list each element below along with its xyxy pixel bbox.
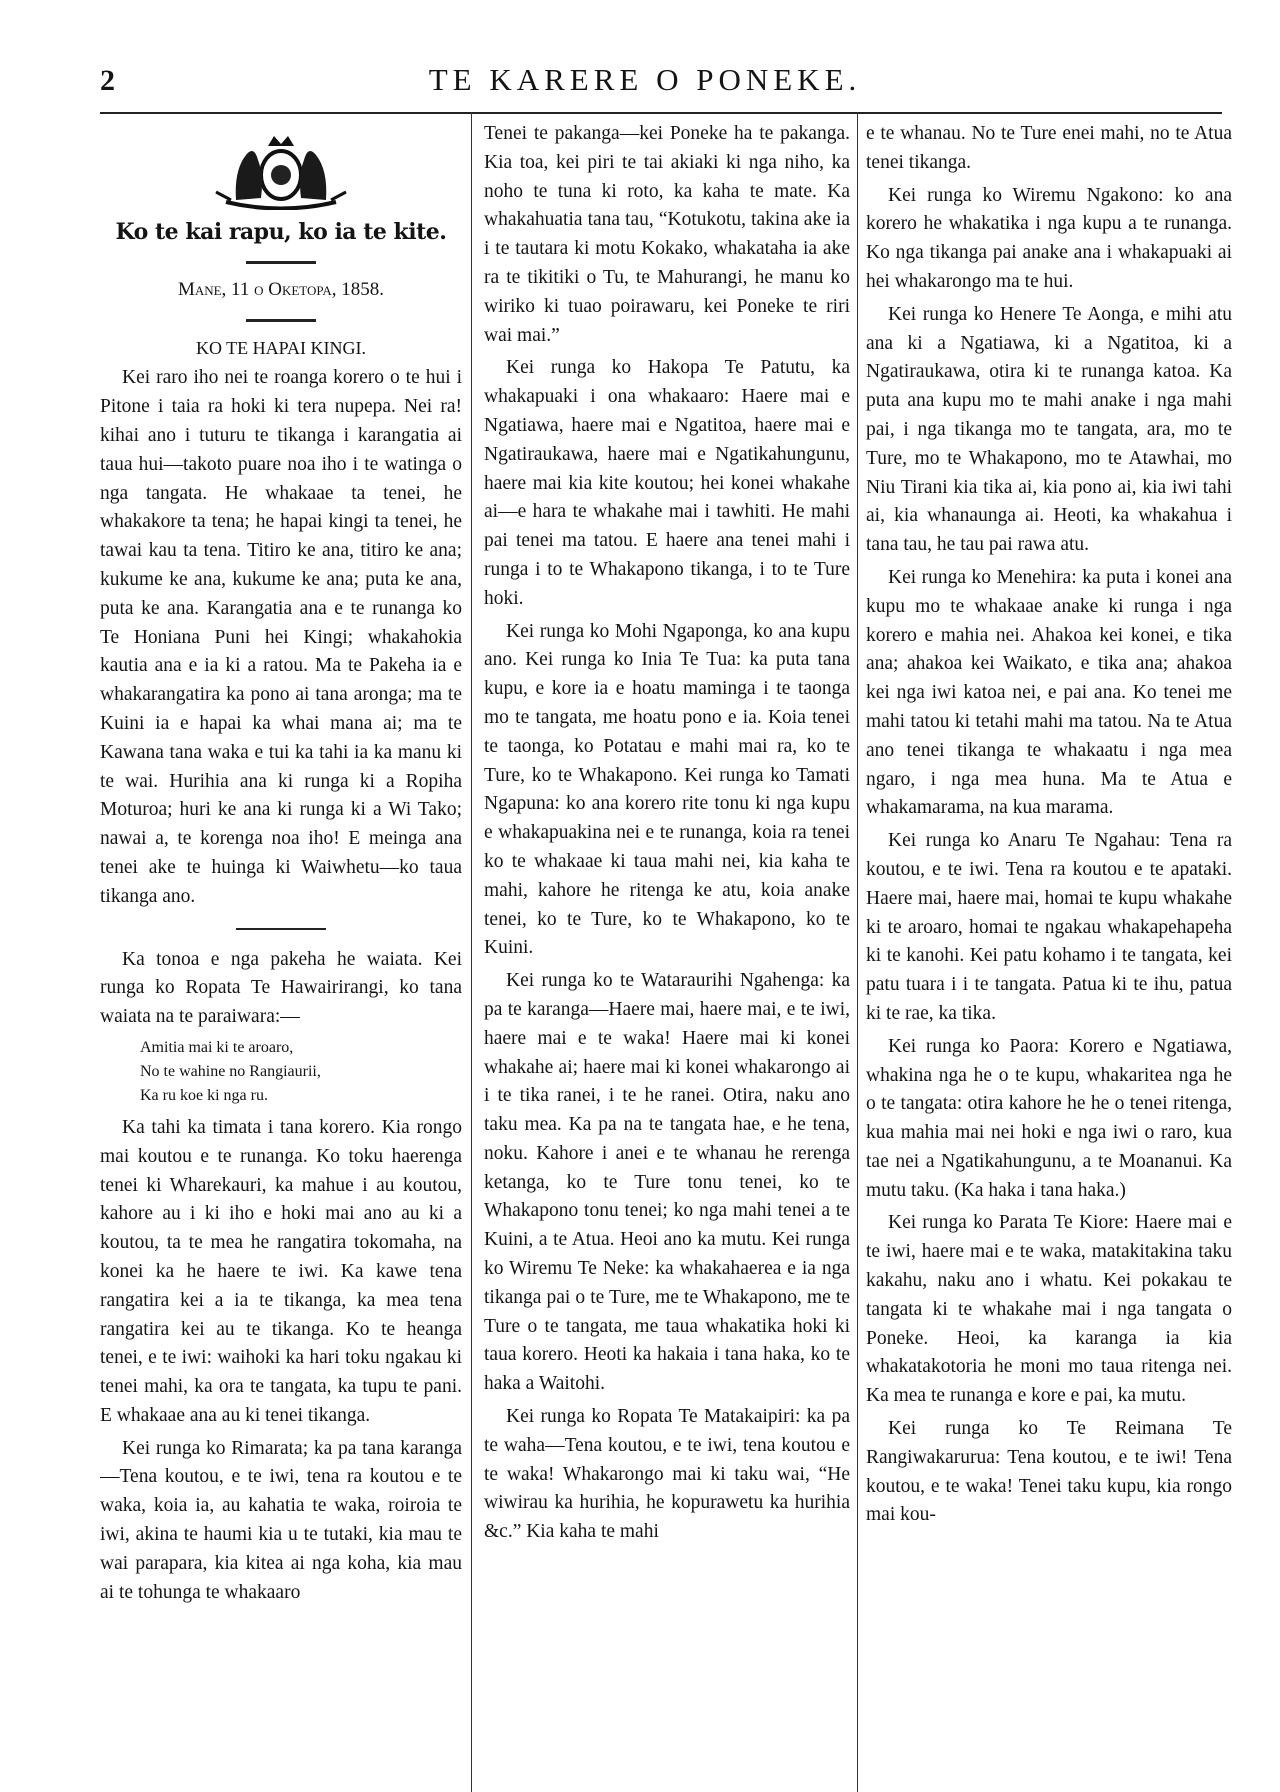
paragraph: Kei runga ko Menehira: ka puta i konei ana kupu mo te whakaae anake ki runga i nga korero e mahia nei. Ahakoa kei konei, e tika ana; ahakoa kei Waikato, e tika ana; ahakoa kei nga iwi katoa nei, e pai ana. Ko tenei me mahi tatou ki tetahi mahi ma tatou. Na te Atua ano tenei tikanga te whakaatu i nga mea ngaro, i nga mea huna. Ma te Atua e whakamarama, na kua marama. xyxy=(866,566,1232,819)
coat-of-arms-icon xyxy=(206,130,356,210)
paragraph: Kei runga ko Henere Te Aonga, e mihi atu ana ki a Ngatiawa, ki a Ngatitoa, ki a Ngatiraukawa, otira ki te runanga katoa. Ka puta ana kupu mo te mahi anake i nga mahi pai, i nga tikanga mo te tangata, ara, mo te Ture, mo te Whakapono, mo te Atawhai, mo Niu Tirani kia tika ai, kia pono ai, kia iwi tahi ai, kia whanaunga ai. Heoti, ka whakahua i tana tau, he tau pai rawa atu. xyxy=(866,303,1232,556)
poem-line: No te wahine no Rangiaurii, xyxy=(140,1062,321,1080)
paragraph: Kei runga ko Wiremu Ngakono: ko ana korero he whakatika i nga kupu a te runanga. Ko nga tikanga pai anake ana i whakapuaki ai hei whakarongo ma te hui. xyxy=(866,184,1232,292)
poem xyxy=(140,1036,462,1108)
column-1 xyxy=(100,120,462,1792)
poem-line: Ka ru koe ki nga ru. xyxy=(140,1086,268,1104)
paragraph: Tenei te pakanga—kei Poneke ha te pakanga. Kia toa, kei piri te tai akiaki ki nga niho, ka noho te tuna ki roto, ka kaha te mate. Ka whakahuatia tana tau, “Kotukotu, takina ake ia i te tautara ki motu Kokako, whakataha ia ake ra te tikitiki o Tu, te Mahurangi, he manu ko wiriko ki tuao poirawaru, kei Poneke te riri wai mai.” xyxy=(484,123,850,346)
paragraph: Kei runga ko Ropata Te Matakaipiri: ka pa te waha—Tena koutou, e te iwi, tena koutou e te waka! Whakarongo mai ki taku wai, “He wiwirau ka hurihia, he kopurawetu ka hurihia &c.” Kia kaha te mahi xyxy=(484,1406,850,1543)
newspaper-title: TE KARERE O PONEKE. xyxy=(428,62,862,97)
column-2 xyxy=(484,120,850,1792)
paragraph: Kei runga ko Rimarata; ka pa tana karanga—Tena koutou, e te iwi, tena ra koutou e te waka, koia ia, au kahatia te waka, roiroia te iwi, akina te haumi kia u te tutaki, kia mau te wai parapara, kia kitea ai nga koha, kia mau ai te tohunga te whakaaro xyxy=(100,1437,462,1603)
paragraph: Kei runga ko Mohi Ngaponga, ko ana kupu ano. Kei runga ko Inia Te Tua: ka puta tana kupu, e kore ia e hoatu maminga i te taonga mo te tangata, me hoatu pono e ia. Koia tenei te taonga, ko Potatau e mahi mai ra, ko te Ture, ko te Whakapono. Kei runga ko Tamati Ngapuna: ko ana korero rite tonu ki nga kupu e whakapuakina nei e te runanga, koia ra tenei ko te whakaae ki taua mahi nei, kia kaha te mahi, kahore he ritenga ke atu, koia anake tenei, ko te Ture, ko te Whakapono, ko te Kuini. xyxy=(484,620,850,959)
page-number: 2 xyxy=(100,64,115,97)
paragraph: e te whanau. No te Ture enei mahi, no te Atua tenei tikanga. xyxy=(866,123,1232,173)
motto: Ko te kai rapu, ko ia te kite. xyxy=(115,219,447,245)
divider xyxy=(236,928,326,930)
paragraph: Kei runga ko Paora: Korero e Ngatiawa, whakina nga he o te kupu, whakaritea nga he o te tangata: otira kahore he he o tenei ritenga, kua mahia mai nei hoki e nga iwi o raro, kua tae nei a Ngatikahungunu, a te Moananui. Ka mutu taku. (Ka haka i tana haka.) xyxy=(866,1035,1232,1201)
header-rule xyxy=(100,112,1222,114)
column-divider xyxy=(471,112,472,1792)
paragraph: Kei raro iho nei te roanga korero o te hui i Pitone i taia ra hoki ki tera nupepa. Nei ra! kihai ano i tuturu te tikanga i karangatia ai taua hui—takoto puare noa iho i te watinga o nga tangata. He whakaae ta tenei, he whakakore ta tena; he hapai kingi ta tenei, he tawai kau ta tena. Titiro ke ana, titiro ke ana; kukume ke ana, kukume ke ana; puta ke ana, puta ke ana. Karangatia ana e te runanga ko Te Honiana Puni hei Kingi; whakahokia kautia ana e ia ki a ratou. Ma te Pakeha ia e whakarangatira ka pono ai tana aronga; ma te Kuini ia e hapai ka whai mana ai; ma te Kawana tana waka e tui ka tahi ia ka manu ki te wai. Hurihia ana ki runga ki a Ropiha Moturoa; huri ke ana ki runga ki a Wi Tako; nawai a, te korenga noa iho! E meinga ana tenei ake te huinga ki Waiwhetu—ko taua tikanga ano. xyxy=(100,367,462,907)
divider xyxy=(246,319,316,322)
paragraph: Kei runga ko Hakopa Te Patutu, ka whakapuaki i ona whakaaro: Haere mai e Ngatiawa, haere mai e Ngatitoa, haere mai e Ngatiraukawa, haere mai e Ngatikahungunu, haere mai kia kite koutou; hei konei whakahe ai—e hara te whakahe mai i tawhiti. He mahi pai tenei ma tatou. E haere ana tenei mahi i runga i to te Whakapono tikanga, i to te Ture hoki. xyxy=(484,357,850,609)
column-3 xyxy=(866,120,1232,1792)
paragraph: Ka tonoa e nga pakeha he waiata. Kei runga ko Ropata Te Hawairirangi, ko tana waiata na te paraiwara:— xyxy=(100,948,462,1028)
paragraph: Kei runga ko Parata Te Kiore: Haere mai e te iwi, haere mai e te waka, matakitakina taku kakahu, naku ano i whatu. Kei pokakau te tangata ki te whakahe mai i nga tangata o Poneke. Heoi, ka karanga ia kia whakatakotoria he moni mo taua ritenga nei. Ka mea te runanga e kore e pai, ka mutu. xyxy=(866,1212,1232,1407)
paragraph: Kei runga ko Anaru Te Ngahau: Tena ra koutou, e te iwi. Tena ra koutou e te apataki. Haere mai, haere mai, homai te kupu whakahe ki te aroaro, homai te ngakau whakapehapeha ki te kanohi. Kei patu kohamo i te tangata, kei patu tuara i i te tangata. Patua ki te ihu, patua ki te rae, ka tika. xyxy=(866,830,1232,1024)
paragraph: Kei runga ko te Wataraurihi Ngahenga: ka pa te karanga—Haere mai, haere mai, e te iwi, haere mai e te waka! Haere mai ki konei whakahe ai; haere mai ki konei whakarongo ai i te tika ranei, i te he ranei. Otira, naku ano taku mea. Ka pa na te tangata hae, e he tena, noku. Kahore i anei e te whanau he rerenga ketanga, ko te Ture tonu tenei, ko te Whakapono tonu tenei; ko nga mahi tenei a te Kuini, a te Atua. Heoi ano ka mutu. Kei runga ko Wiremu Te Neke: ka whakahaerea e ia nga tikanga pai o te Ture, me te Whakapono, me te Ture o te tangata, me taua whakatika hoki ki taua korero. Heoti ka hakaia i tana haka, ko te haka a Waitohi. xyxy=(484,970,850,1395)
paragraph: Kei runga ko Te Reimana Te Rangiwakarurua: Tena koutou, e te iwi! Tena koutou, e te waka! Tenei taku kupu, kia rongo mai kou- xyxy=(866,1418,1232,1526)
column-divider xyxy=(857,112,858,1792)
poem-line: Amitia mai ki te aroaro, xyxy=(140,1038,294,1056)
paragraph: Ka tahi ka timata i tana korero. Kia rongo mai koutou e te runanga. Ko toku haerenga tenei ki Wharekauri, ka mahue i au koutou, kahore au i ki iho e hoki mai ano au ki a koutou, ta te mea he rangatira tokomaha, na konei ka he haere te iwi. Ka kawe tena rangatira kei a ia te tikanga, ka mea tena rangatira kei au te tikanga. Ko te heanga tenei, e te iwi: waihoki ka hari toku ngakau ki tenei mahi, ka ora te tangata, ka tupu te pani. E whakaae ana au ki tenei tikanga. xyxy=(100,1116,462,1426)
article-heading: KO TE HAPAI KINGI. xyxy=(196,337,366,358)
issue-date: Mane, 11 o Oketopa, 1858. xyxy=(177,278,385,300)
divider xyxy=(246,261,316,264)
